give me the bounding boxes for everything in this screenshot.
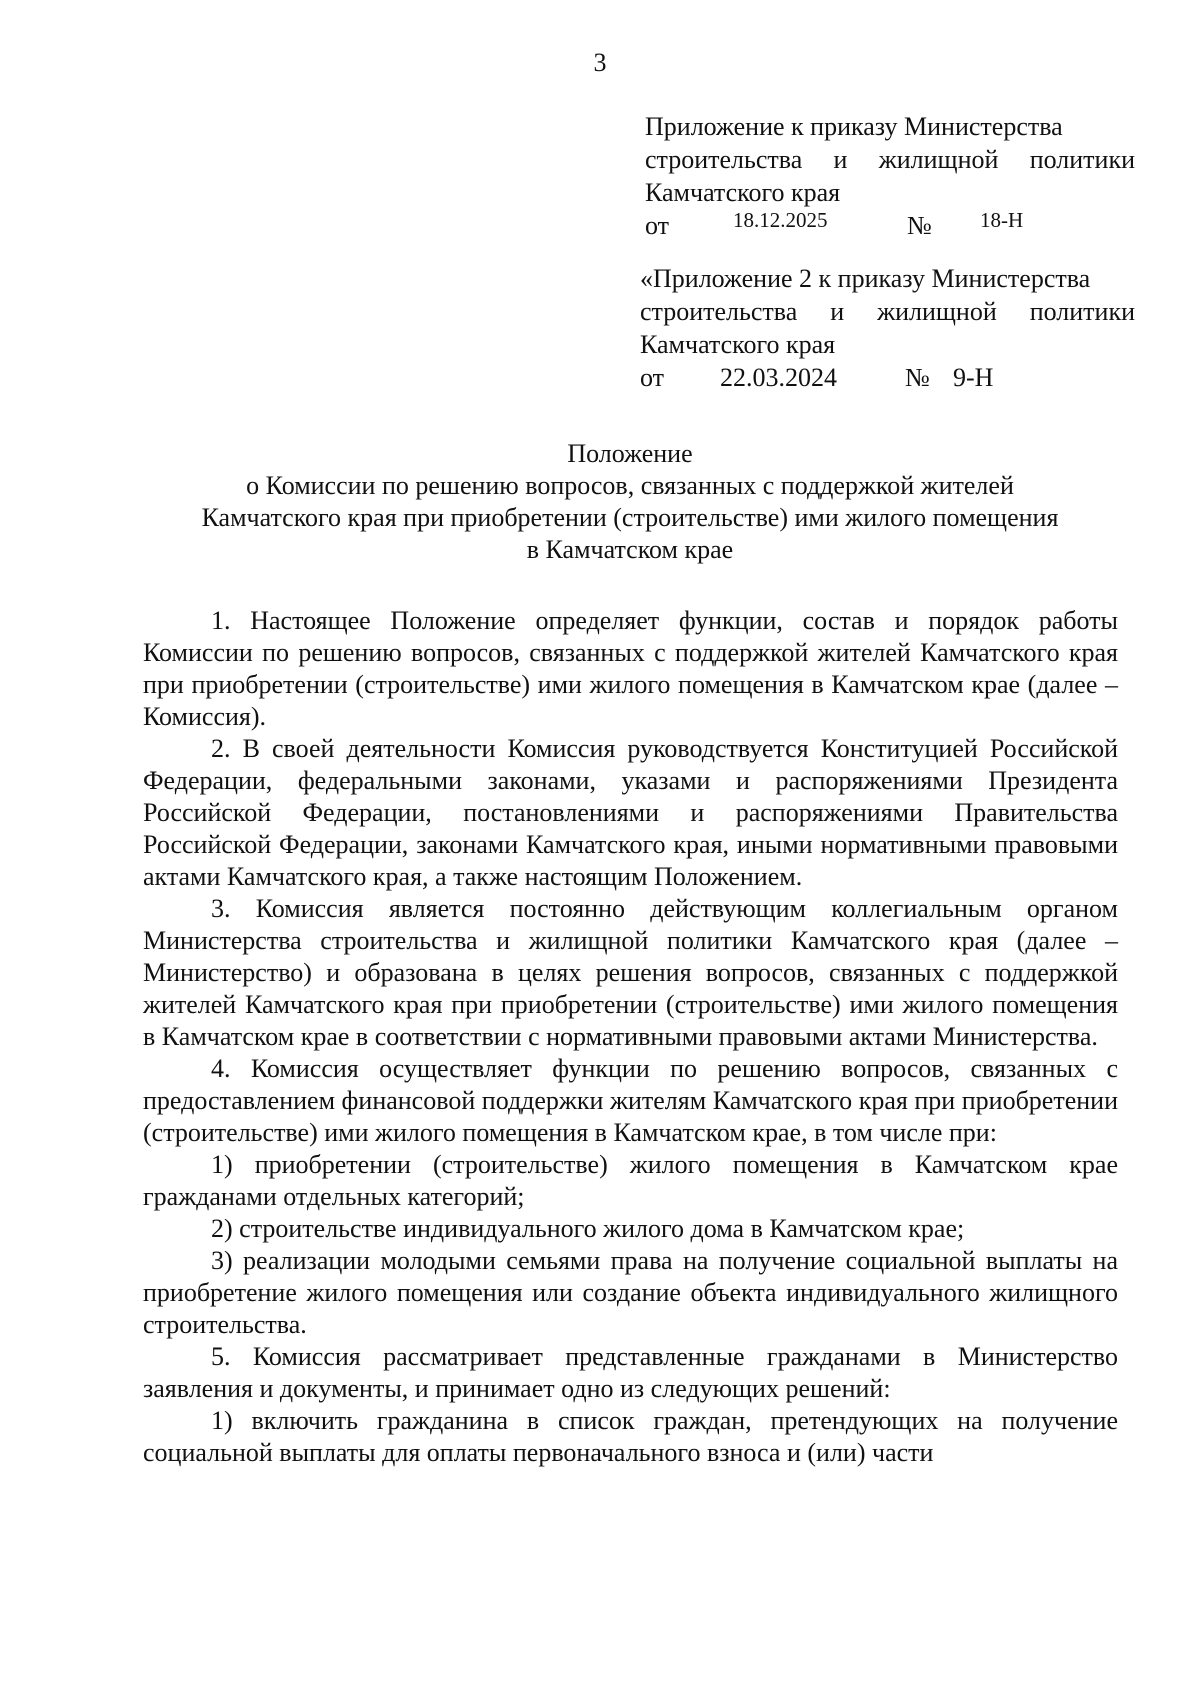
appendix-current-line3: Камчатского края: [645, 178, 841, 207]
paragraph-2: 2. В своей деятельности Комиссия руководствуется Конституцией Российской Федерации, федеральными законами, указами и распоряжениями Президента Российской Федерации, постановлениями и распоряжениями Правительства Российской Федерации, законами Камчатского края, иными нормативными правовыми актами Камчатского края, а также настоящим Положением.: [143, 734, 1118, 891]
paragraph-4-item-2: 2) строительстве индивидуального жилого дома в Камчатском крае;: [211, 1214, 965, 1243]
number-label: №: [907, 211, 932, 240]
paragraph-4-item-1: 1) приобретении (строительстве) жилого помещения в Камчатском крае гражданами отдельных категорий;: [143, 1150, 1118, 1211]
title-line4: в Камчатском крае: [526, 535, 734, 564]
from-label: от: [645, 211, 670, 240]
document-title: [120, 438, 1140, 566]
order-date: 18.12.2025: [733, 208, 828, 232]
order-number: 9-Н: [953, 363, 994, 392]
paragraph-1: 1. Настоящее Положение определяет функции, состав и порядок работы Комиссии по решению вопросов, связанных с поддержкой жителей Камчатского края при приобретении (строительстве) ими жилого помещения в Камчатском крае (далее – Комиссия).: [143, 606, 1118, 731]
appendix-current-date-row: [645, 209, 1135, 242]
appendix-current-block: [645, 110, 1135, 242]
appendix-previous-line2: строительства и жилищной политики: [640, 297, 1135, 326]
order-date: 22.03.2024: [720, 363, 837, 392]
title-line2: о Комиссии по решению вопросов, связанных с поддержкой жителей: [246, 471, 1014, 500]
appendix-current-line2: строительства и жилищной политики: [645, 145, 1135, 174]
paragraph-4-item-3: 3) реализации молодыми семьями права на получение социальной выплаты на приобретение жилого помещения или создание объекта индивидуального жилищного строительства.: [143, 1246, 1118, 1339]
page-number: 3: [593, 48, 607, 77]
paragraph-5-item-1: 1) включить гражданина в список граждан, претендующих на получение социальной выплаты для оплаты первоначального взноса и (или) части: [143, 1406, 1118, 1467]
appendix-current-line1: Приложение к приказу Министерства: [645, 112, 1063, 141]
appendix-previous-line3: Камчатского края: [640, 330, 836, 359]
appendix-previous-date-row: [640, 361, 1135, 394]
paragraph-3: 3. Комиссия является постоянно действующим коллегиальным органом Министерства строительства и жилищной политики Камчатского края (далее – Министерство) и образована в целях решения вопросов, связанных с поддержкой жителей Камчатского края при приобретении (строительстве) ими жилого помещения в Камчатском крае в соответствии с нормативными правовыми актами Министерства.: [143, 894, 1118, 1051]
title-line3: Камчатского края при приобретении (строительстве) ими жилого помещения: [201, 503, 1059, 532]
title-line1: Положение: [567, 439, 693, 468]
appendix-previous-block: [640, 262, 1135, 394]
paragraph-4: 4. Комиссия осуществляет функции по решению вопросов, связанных с предоставлением финансовой поддержки жителям Камчатского края при приобретении (строительстве) ими жилого помещения в Камчатском крае, в том числе при:: [143, 1054, 1118, 1147]
document-body: [143, 605, 1118, 1469]
order-number: 18-Н: [980, 208, 1024, 232]
from-label: от: [640, 363, 665, 392]
appendix-previous-line1: «Приложение 2 к приказу Министерства: [640, 264, 1091, 293]
paragraph-5: 5. Комиссия рассматривает представленные гражданами в Министерство заявления и документы, и принимает одно из следующих решений:: [143, 1342, 1118, 1403]
number-label: №: [905, 363, 930, 392]
